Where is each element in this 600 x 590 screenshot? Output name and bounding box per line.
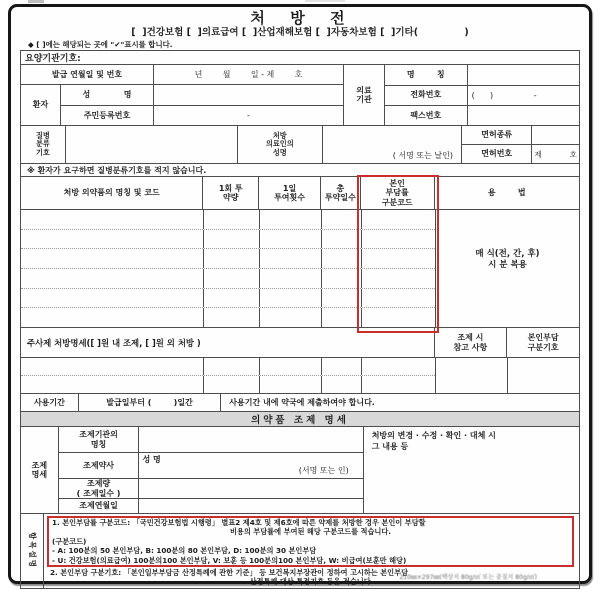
dispense-org-field bbox=[138, 427, 362, 452]
injection-title: 주사제 처방명세([ ]원 내 조제, [ ]원 외 처방 ) bbox=[27, 337, 201, 348]
prescriber-name-label: 처방 의료인의 성명 bbox=[237, 126, 322, 163]
dispense-details-block bbox=[21, 426, 579, 513]
disease-prescriber-block bbox=[21, 125, 579, 163]
dispense-reference-field bbox=[435, 358, 507, 393]
medicine-table-body bbox=[21, 210, 579, 327]
issue-date-number-value: 년 월 일 - 제 호 bbox=[153, 65, 343, 84]
col-dose-per-time: 1회 투 약량 bbox=[202, 177, 258, 209]
medicine-row bbox=[21, 210, 435, 230]
injection-section bbox=[21, 327, 579, 393]
dispense-amount-label: 조제량 ( 조제일수 ) bbox=[76, 479, 121, 498]
dispense-org-label: 조제기관의 명칭 bbox=[79, 430, 118, 449]
usage-period-note: 사용기간 내에 약국에 제출하여야 합니다. bbox=[220, 394, 579, 411]
prescription-form-sheet bbox=[8, 4, 592, 587]
dispense-group-label: 조제 명세 bbox=[31, 460, 48, 479]
footnote-item2-line1: 2. 본인부담 구분기호: 「본인일부부담금 산정특례에 관한 기준」 등 보건복지부장관이 정하여 고시하는 본인부담 bbox=[50, 568, 409, 578]
medicine-row bbox=[21, 308, 435, 327]
copay-symbol-field bbox=[507, 358, 579, 393]
footnote-item2-line2: 산정특례 대상 특정기호 등을 적습니다. bbox=[249, 577, 374, 587]
issue-date-number-label: 발급 연월일 및 번호 bbox=[51, 69, 123, 79]
license-number-field: 제 호 bbox=[531, 145, 579, 163]
institution-fax-field bbox=[467, 106, 579, 125]
dispense-amount-field bbox=[138, 479, 362, 498]
patient-name-field bbox=[154, 85, 343, 105]
footnote-item1-line4: - A: 100분의 50 본인부담, B: 100분의 80 본인부담, D: 100분의 30 본인부담 bbox=[52, 546, 317, 556]
disease-code-notice: ※ 환자가 요구하면 질병분류기호를 적지 않습니다. bbox=[21, 163, 579, 176]
disease-code-label: 질병 분류 기호 bbox=[35, 130, 50, 157]
usage-period-label: 사용기간 bbox=[33, 397, 65, 407]
injection-row bbox=[21, 376, 435, 393]
prescriber-signature-area: ( 서명 또는 날인) bbox=[322, 126, 461, 163]
checkmark-instruction-note: ◆ [ ]에는 해당되는 곳에 "✔"표시를 합니다. bbox=[20, 39, 580, 51]
col-usage: 용 법 bbox=[434, 177, 579, 209]
scan-artifact bbox=[28, 0, 44, 3]
pharmacist-name-label: 성 명 bbox=[142, 455, 161, 464]
footnote-item1-line5: - U: 건강보험(의료급여) 100분의100 본인부담, V: 보훈 등 100분의100 본인부담, W: 비급여(보훈만 해당) bbox=[52, 555, 407, 565]
patient-institution-block bbox=[21, 64, 579, 125]
page-title: 처 방 전 bbox=[250, 9, 350, 27]
institution-phone-label: 전화번호 bbox=[410, 90, 442, 100]
injection-body bbox=[21, 358, 579, 393]
usage-instruction-note: 매 식(전, 간, 후) 시 분 복용 bbox=[435, 210, 579, 327]
copay-symbol-label: 본인부담 구분기호 bbox=[506, 328, 579, 357]
injection-header bbox=[21, 328, 579, 358]
footnote-item1-line3: (구분코드) bbox=[52, 536, 87, 546]
medicine-row bbox=[21, 269, 435, 289]
prescription-table bbox=[20, 51, 580, 589]
col-medicine-name: 처방 의약품의 명칭 및 코드 bbox=[63, 188, 160, 198]
institution-fax-label: 팩스번호 bbox=[410, 110, 442, 120]
license-type-label: 면허종류 bbox=[481, 130, 513, 140]
medicine-row bbox=[21, 230, 435, 250]
institution-phone-field: ( ) - bbox=[467, 86, 579, 105]
usage-period-value: 발급일부터 ( )일간 bbox=[78, 394, 220, 411]
col-copay-rate-code: 본인 부담률 구분코드 bbox=[360, 177, 434, 209]
prescription-change-note: 처방의 변경 · 수정 · 확인 · 대체 시 그 내용 등 bbox=[363, 427, 579, 513]
patient-name-label: 성 명 bbox=[82, 90, 132, 99]
patient-rrn-label: 주민등록번호 bbox=[61, 105, 153, 126]
institution-name-field bbox=[467, 65, 579, 85]
paper-size-footer: 210㎜×297㎜(백상지 80g/㎡ 또는 중질지 80g/㎡) bbox=[399, 574, 537, 581]
patient-group-label: 환자 bbox=[32, 100, 49, 110]
dispense-reference-label: 조제 시 참고 사항 bbox=[434, 328, 507, 357]
injection-row bbox=[21, 358, 435, 376]
dispense-date-label: 조제연월일 bbox=[79, 501, 118, 511]
disease-code-field bbox=[65, 126, 237, 163]
medical-institution-group-label: 의료 기관 bbox=[343, 65, 384, 125]
col-times-per-day: 1일 투여횟수 bbox=[258, 177, 320, 209]
col-total-days: 총 투약일수 bbox=[320, 177, 360, 209]
medicine-table bbox=[21, 176, 579, 327]
medicine-row bbox=[21, 249, 435, 269]
footnote-item1-line2: 비용의 부담률에 부여된 해당 구분코드를 적습니다. bbox=[229, 527, 392, 537]
dispense-date-field bbox=[138, 499, 362, 513]
scan-artifact bbox=[305, 0, 345, 2]
footnotes-side-label: 항목설명 bbox=[27, 532, 37, 570]
license-type-field bbox=[531, 126, 579, 144]
footnote-item1-line1: 1. 본인부담률 구분코드: 「국민건강보험법 시행령」 별표2 제4호 및 제6호에 따른 약제를 처방한 경우 본인이 부담할 bbox=[52, 518, 426, 527]
insurance-type-checkboxes: [ ]건강보험 [ ]의료급여 [ ]산업재해보험 [ ]자동차보험 [ ]기타( ) bbox=[131, 27, 469, 38]
medicine-row bbox=[21, 289, 435, 309]
license-number-label: 면허번호 bbox=[481, 149, 513, 159]
medicine-table-header bbox=[21, 177, 579, 210]
care-institution-code-label: 요양기관기호: bbox=[25, 54, 81, 64]
dispense-section-title: 의약품 조제 명세 bbox=[21, 411, 579, 426]
usage-period-row bbox=[21, 393, 579, 411]
patient-rrn-field: - bbox=[154, 105, 343, 126]
pharmacist-sign-note: (서명 또는 인) bbox=[298, 466, 349, 475]
copay-rate-code-explanation-highlight bbox=[47, 516, 574, 567]
pharmacist-label: 조제약사 bbox=[83, 460, 115, 470]
pharmacist-signature-area bbox=[138, 453, 362, 478]
institution-name-label: 명 칭 bbox=[406, 70, 445, 80]
